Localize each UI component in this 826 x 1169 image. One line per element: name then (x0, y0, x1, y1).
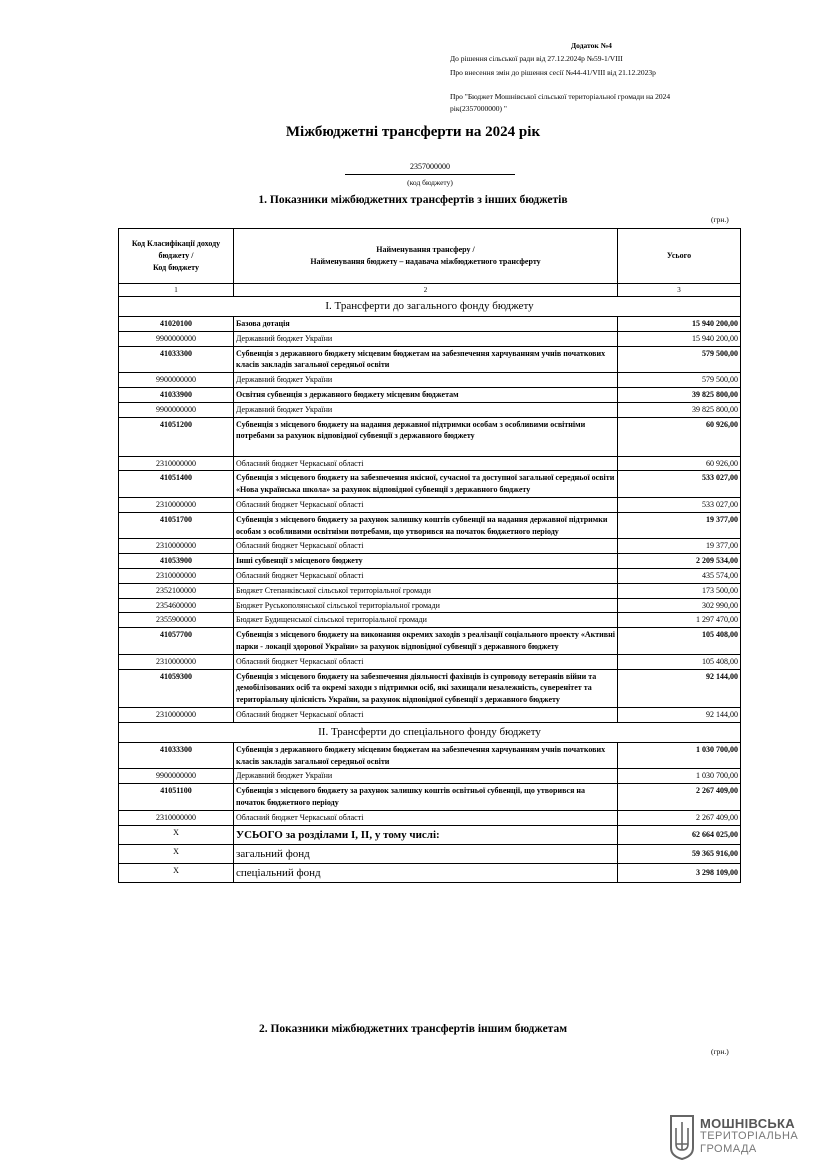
total-amount: 62 664 025,00 (618, 825, 741, 844)
row-amount: 302 990,00 (618, 598, 741, 613)
row-name: Освітня субвенція з державного бюджету місцевим бюджетам (234, 387, 618, 402)
table-row (119, 456, 741, 471)
row-amount: 39 825 800,00 (618, 402, 741, 417)
row-code: 2355900000 (119, 613, 234, 628)
row-name: Обласний бюджет Черкаської області (234, 456, 618, 471)
row-amount: 39 825 800,00 (618, 387, 741, 402)
row-amount: 1 297 470,00 (618, 613, 741, 628)
row-code: 9900000000 (119, 769, 234, 784)
table-row (119, 539, 741, 554)
table-row (119, 598, 741, 613)
total-code: X (119, 844, 234, 863)
row-code: 41057700 (119, 628, 234, 655)
section-special-row (119, 722, 741, 742)
row-name: Обласний бюджет Черкаської області (234, 654, 618, 669)
total-row (119, 844, 741, 863)
row-code: 2310000000 (119, 456, 234, 471)
budget-code-underline (345, 174, 515, 175)
header-name: Найменування трансферу / Найменування бюджету – надавача міжбюджетного трансферту (234, 229, 618, 284)
unit-label-2: (грн.) (711, 1047, 729, 1056)
table-row (119, 402, 741, 417)
column-number-row (119, 284, 741, 297)
logo-line-3: ГРОМАДА (700, 1143, 757, 1155)
row-amount: 1 030 700,00 (618, 742, 741, 769)
row-name: Бюджет Степанківської сільської територіальної громади (234, 583, 618, 598)
row-name: Субвенція з місцевого бюджету за рахунок залишку коштів освітньої субвенції, що утворився на початок бюджетного періоду (234, 784, 618, 811)
row-code: 2310000000 (119, 497, 234, 512)
row-amount: 579 500,00 (618, 373, 741, 388)
table-row (119, 497, 741, 512)
table-row (119, 613, 741, 628)
header-line-4: рік(2357000000) " (450, 104, 507, 113)
row-amount: 92 144,00 (618, 707, 741, 722)
total-code: X (119, 863, 234, 882)
row-amount: 2 209 534,00 (618, 554, 741, 569)
header-line-2: Про внесення змін до рішення сесії №44-41/VIII від 21.12.2023р (450, 68, 656, 77)
total-row (119, 863, 741, 882)
row-name: Бюджет Руськополянської сільської територіальної громади (234, 598, 618, 613)
row-code: 9900000000 (119, 402, 234, 417)
total-code: X (119, 825, 234, 844)
row-amount: 105 408,00 (618, 628, 741, 655)
table-row (119, 331, 741, 346)
header-line-1: До рішення сільської ради від 27.12.2024р №59-1/VIII (450, 54, 623, 63)
row-name: Субвенція з державного бюджету місцевим бюджетам на забезпечення харчуванням учнів початкових класів закладів загальної середньої освіти (234, 742, 618, 769)
table-row (119, 810, 741, 825)
table-row (119, 512, 741, 539)
table-row (119, 373, 741, 388)
row-code: 2310000000 (119, 707, 234, 722)
row-amount: 2 267 409,00 (618, 810, 741, 825)
row-code: 41051700 (119, 512, 234, 539)
row-amount: 2 267 409,00 (618, 784, 741, 811)
row-code: 2310000000 (119, 810, 234, 825)
row-name: Бюджет Будищенської сільської територіальної громади (234, 613, 618, 628)
row-name: Субвенція з місцевого бюджету на забезпечення діяльності фахівців із супроводу ветеранів війни та демобілізованих осіб та окремі заходи з підтримки осіб, які захищали незалежність, суверенітет та територіальну цілісність України, за рахунок відповідної субвенції з державного бюджету (234, 669, 618, 707)
table-row (119, 669, 741, 707)
row-code: 41059300 (119, 669, 234, 707)
row-amount: 60 926,00 (618, 456, 741, 471)
table-row (119, 471, 741, 498)
row-name: Обласний бюджет Черкаської області (234, 539, 618, 554)
total-amount: 59 365 916,00 (618, 844, 741, 863)
budget-code-caption: (код бюджету) (407, 178, 453, 187)
row-amount: 105 408,00 (618, 654, 741, 669)
row-code: 41051100 (119, 784, 234, 811)
row-name: Державний бюджет України (234, 769, 618, 784)
section-general-label: I. Трансферти до загального фонду бюджету (119, 297, 741, 317)
table-row (119, 742, 741, 769)
row-amount: 533 027,00 (618, 497, 741, 512)
table-row (119, 417, 741, 456)
row-amount: 19 377,00 (618, 512, 741, 539)
row-code: 41053900 (119, 554, 234, 569)
budget-code: 2357000000 (410, 162, 450, 171)
row-code: 2354600000 (119, 598, 234, 613)
table-row (119, 387, 741, 402)
header-line-3: Про "Бюджет Мошнівської сільської територіальної громади на 2024 (450, 92, 671, 101)
table-row (119, 346, 741, 373)
row-code: 2310000000 (119, 568, 234, 583)
table-row (119, 628, 741, 655)
section-general-row (119, 297, 741, 317)
row-amount: 15 940 200,00 (618, 317, 741, 332)
section-1-title: 1. Показники міжбюджетних трансфертів з інших бюджетів (258, 194, 568, 206)
row-amount: 60 926,00 (618, 417, 741, 456)
total-amount: 3 298 109,00 (618, 863, 741, 882)
row-code: 41020100 (119, 317, 234, 332)
row-name: Обласний бюджет Черкаської області (234, 497, 618, 512)
row-name: Субвенція з місцевого бюджету на забезпечення якісної, сучасної та доступної загальної середньої освіти «Нова українська школа» за рахунок відповідної субвенції з державного бюджету (234, 471, 618, 498)
header-total: Усього (618, 229, 741, 284)
row-code: 2310000000 (119, 654, 234, 669)
row-code: 41033300 (119, 742, 234, 769)
total-name: загальний фонд (234, 844, 618, 863)
table-row (119, 784, 741, 811)
table-row (119, 769, 741, 784)
row-code: 41051200 (119, 417, 234, 456)
row-amount: 173 500,00 (618, 583, 741, 598)
row-amount: 15 940 200,00 (618, 331, 741, 346)
row-code: 41033300 (119, 346, 234, 373)
table-row (119, 568, 741, 583)
table-row (119, 554, 741, 569)
section-2-title: 2. Показники міжбюджетних трансфертів іншим бюджетам (258, 1023, 568, 1035)
row-code: 9900000000 (119, 373, 234, 388)
row-name: Державний бюджет України (234, 402, 618, 417)
appendix-label: Додаток №4 (571, 41, 612, 50)
col-num-3: 3 (618, 284, 741, 297)
row-name: Інші субвенції з місцевого бюджету (234, 554, 618, 569)
logo-line-2: ТЕРИТОРІАЛЬНА (700, 1130, 799, 1142)
row-code: 9900000000 (119, 331, 234, 346)
row-code: 41051400 (119, 471, 234, 498)
row-name: Обласний бюджет Черкаської області (234, 810, 618, 825)
col-num-2: 2 (234, 284, 618, 297)
row-name: Субвенція з місцевого бюджету на надання державної підтримки особам з особливими освітніми потребами за рахунок відповідної субвенції з державного бюджету (234, 417, 618, 456)
section-special-label: II. Трансферти до спеціального фонду бюджету (119, 722, 741, 742)
transfers-table (118, 228, 741, 883)
header-code: Код Класифікації доходу бюджету / Код бюджету (119, 229, 234, 284)
row-code: 41033900 (119, 387, 234, 402)
unit-label: (грн.) (711, 215, 729, 224)
row-name: Субвенція з місцевого бюджету на виконання окремих заходів з реалізації соціального проекту «Активні парки - локації здорової України» за рахунок відповідної субвенції з державного бюджету (234, 628, 618, 655)
row-code: 2352100000 (119, 583, 234, 598)
row-name: Державний бюджет України (234, 331, 618, 346)
logo-line-1: МОШНІВСЬКА (700, 1116, 795, 1131)
row-amount: 435 574,00 (618, 568, 741, 583)
trident-icon (668, 1114, 696, 1160)
row-name: Обласний бюджет Черкаської області (234, 707, 618, 722)
total-row (119, 825, 741, 844)
table-row (119, 583, 741, 598)
row-code: 2310000000 (119, 539, 234, 554)
row-name: Державний бюджет України (234, 373, 618, 388)
row-name: Субвенція з місцевого бюджету за рахунок залишку коштів субвенції на надання державної підтримки особам з особливими освітніми потребами, що утворився на початок бюджетного періоду (234, 512, 618, 539)
row-name: Обласний бюджет Черкаської області (234, 568, 618, 583)
row-amount: 1 030 700,00 (618, 769, 741, 784)
table-row (119, 707, 741, 722)
row-amount: 533 027,00 (618, 471, 741, 498)
row-amount: 19 377,00 (618, 539, 741, 554)
table-header-row (119, 229, 741, 284)
row-amount: 579 500,00 (618, 346, 741, 373)
row-name: Базова дотація (234, 317, 618, 332)
table-row (119, 654, 741, 669)
row-name: Субвенція з державного бюджету місцевим бюджетам на забезпечення харчуванням учнів початкових класів закладів загальної середньої освіти (234, 346, 618, 373)
col-num-1: 1 (119, 284, 234, 297)
total-name: УСЬОГО за розділами I, II, у тому числі: (234, 825, 618, 844)
table-row (119, 317, 741, 332)
total-name: спеціальний фонд (234, 863, 618, 882)
page-title: Міжбюджетні трансферти на 2024 рік (285, 124, 541, 140)
row-amount: 92 144,00 (618, 669, 741, 707)
